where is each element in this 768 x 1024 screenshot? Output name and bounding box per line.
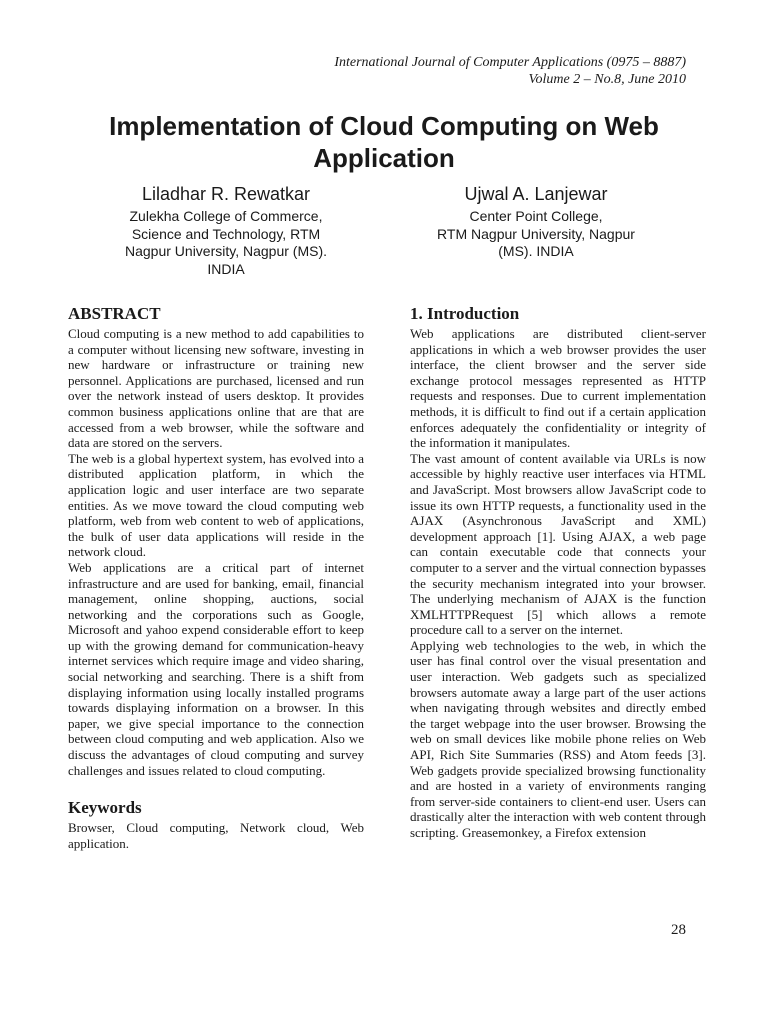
author-name: Ujwal A. Lanjewar: [464, 184, 608, 204]
author-affiliation-line: (MS). INDIA: [498, 243, 574, 259]
journal-name: International Journal of Computer Applications (0975 – 8887): [334, 55, 686, 70]
abstract-paragraph: Cloud computing is a new method to add capabilities to a computer without licensing new software, investing in new hardware or infrastructure or training new personnel. Applications are purchased, licensed and run over the network instead of users desktop. It provides common business applications online that are that are accessed from a web browser, while the software and data are stored on the servers.: [68, 326, 364, 451]
author-affiliation-line: Science and Technology, RTM: [131, 225, 321, 242]
author-block-1: [96, 182, 356, 278]
author-affiliation-line: Zulekha College of Commerce,: [129, 208, 323, 224]
left-column: [68, 304, 364, 851]
author-affiliation-line: Nagpur University, Nagpur (MS).: [124, 243, 328, 259]
introduction-paragraph: Web applications are distributed client-server applications in which a web browser provides the user interface, the client browser and the server side exchange protocol messages represented as HTTP requests and responses. Due to current implementation methods, it is difficult to find out if a certain application enforces adequately the confidentiality or integrity of the information it manipulates.: [410, 326, 706, 451]
journal-volume: Volume 2 – No.8, June 2010: [528, 72, 686, 87]
abstract-paragraph: Web applications are a critical part of internet infrastructure and are used for banking, email, financial management, online shopping, auctions, social networking and the corporations such as Google, Microsoft and yahoo expend considerable effort to keep up with the growing demand for communication-heavy internet services which require image and video sharing, social networking and searching. There is a shift from displaying information using locally installed programs towards displaying information on a browser. In this paper, we give special importance to the connection between cloud computing and web application. Also we discuss the advantages of cloud computing and survey challenges and issues related to cloud computing.: [68, 559, 364, 778]
keywords-heading: Keywords: [68, 798, 142, 818]
abstract-paragraph: The web is a global hypertext system, has evolved into a distributed application platform, in which the application logic and user interface are two separate entities. As we move toward the cloud computing web platform, web from web content to web of applications, the bulk of user data applications will reside in the network cloud.: [68, 450, 364, 560]
introduction-heading: 1. Introduction: [410, 304, 520, 323]
keywords-text: Browser, Cloud computing, Network cloud, Web application.: [68, 820, 364, 851]
author-block-2: [406, 182, 666, 261]
introduction-paragraph: The vast amount of content available via URLs is now accessible by highly reactive user interfaces via HTML and JavaScript. Most browsers allow JavaScript code to issue its own HTTP requests, a functionality used in the AJAX (Asynchronous JavaScript and XML) development approach [1]. Using AJAX, a web page can contain executable code that connects your computer to a server and the virtual connection bypasses the security mechanism integrated into your browser. The underlying mechanism of AJAX is the function XMLHTTPRequest [5] which allows a remote procedure call to a server on the internet.: [410, 450, 706, 638]
abstract-heading: ABSTRACT: [68, 304, 161, 323]
right-column: [410, 304, 706, 841]
author-affiliation-line: RTM Nagpur University, Nagpur: [437, 225, 635, 242]
author-name: Liladhar R. Rewatkar: [141, 184, 311, 204]
introduction-paragraph: Applying web technologies to the web, in which the user has final control over the visual presentation and user interaction. Web gadgets such as specialized browsers automate away a large part of the user actions when navigating through websites and directly embed the target webpage into the user browser. Browsing the web on small devices like mobile phone relies on Web API, Rich Site Summaries (RSS) and Atom feeds [3]. Web gadgets provide specialized browsing functionality and are hosted in a variety of environments ranging from server-side containers to client-end user. Users can drastically alter the interaction with web content through scripting. Greasemonkey, a Firefox extension: [410, 637, 706, 840]
journal-header: [334, 54, 686, 88]
paper-title: Implementation of Cloud Computing on Web Application: [109, 111, 659, 173]
author-affiliation-line: Center Point College,: [469, 208, 603, 224]
author-affiliation-line: INDIA: [207, 260, 245, 277]
page-number: 28: [671, 922, 686, 938]
